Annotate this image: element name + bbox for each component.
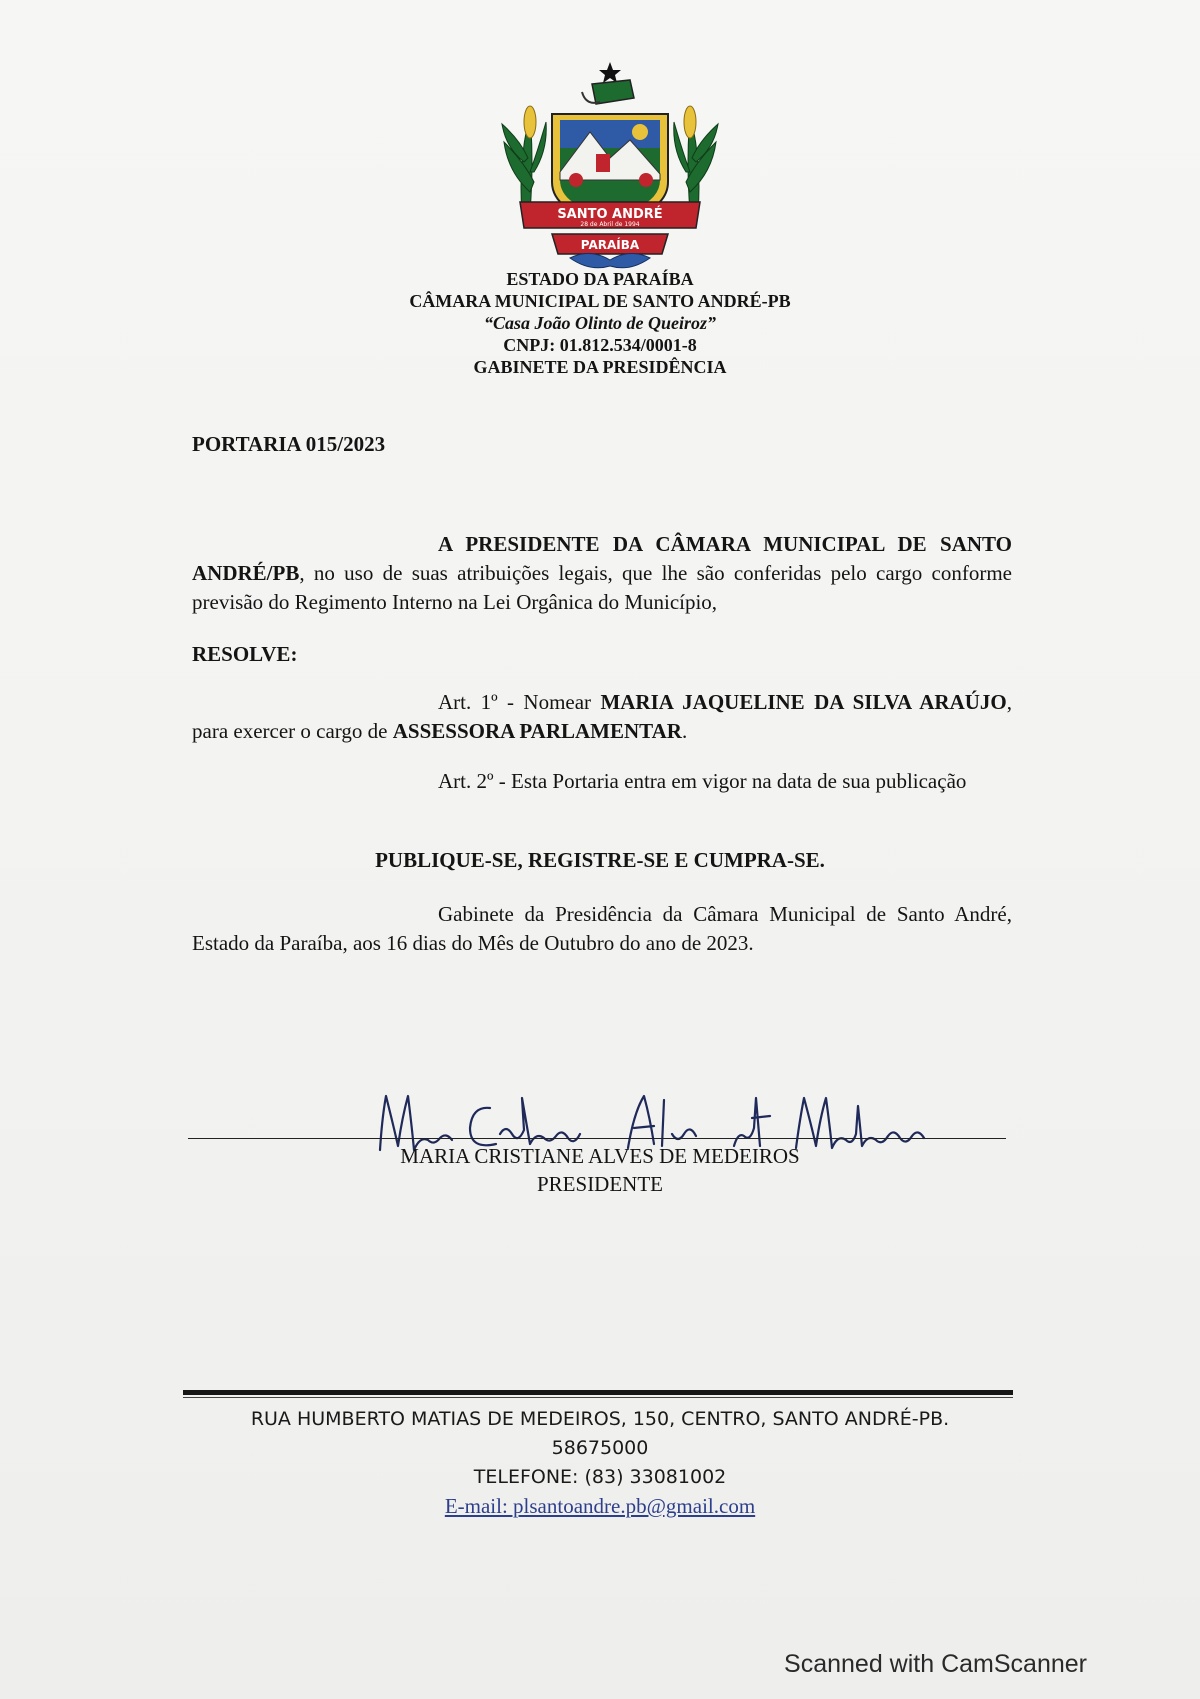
footer-email-link[interactable]: E-mail: plsantoandre.pb@gmail.com [444, 1494, 756, 1518]
article-2 [192, 767, 1012, 796]
footer-cep: 58675000 [551, 1437, 649, 1459]
article-1 [192, 688, 1012, 746]
closing-text: Gabinete da Presidência da Câmara Municipal de Santo André, Estado da Paraíba, aos 16 dias do Mês de Outubro do ano de 2023. [192, 902, 1012, 955]
article-1-prefix: Art. 1º - Nomear [438, 690, 601, 714]
resolve-heading: RESOLVE: [192, 642, 298, 666]
header-cnpj: CNPJ: 01.812.534/0001-8 [503, 335, 697, 355]
header-state: ESTADO DA PARAÍBA [506, 269, 694, 289]
preamble-paragraph [192, 530, 1012, 617]
article-1-end: . [681, 719, 688, 743]
appointee-name: MARIA JAQUELINE DA SILVA ARAÚJO [600, 690, 1007, 714]
footer-rule-thin [183, 1397, 1013, 1398]
article-2-text: Art. 2º - Esta Portaria entra em vigor na data de sua publicação [438, 769, 967, 793]
svg-text:PARAÍBA: PARAÍBA [580, 238, 640, 252]
coat-of-arms [500, 62, 720, 272]
publique-statement: PUBLIQUE-SE, REGISTRE-SE E CUMPRA-SE. [375, 848, 825, 872]
svg-text:SANTO ANDRÉ: SANTO ANDRÉ [557, 207, 663, 222]
svg-text:28 de Abril de 1994: 28 de Abril de 1994 [580, 221, 640, 228]
camscanner-watermark: Scanned with CamScanner [784, 1650, 1087, 1678]
signer-name: MARIA CRISTIANE ALVES DE MEDEIROS [400, 1144, 800, 1168]
appointee-role: ASSESSORA PARLAMENTAR [392, 719, 682, 743]
footer-contact [0, 1405, 1200, 1521]
document-header [0, 268, 1200, 378]
coat-of-arms-icon [500, 62, 720, 272]
article-1-middle: , para exercer o cargo de [192, 690, 1012, 743]
preamble-bold-lead: A PRESIDENTE DA CÂMARA MUNICIPAL DE SANTO ANDRÉ/PB [192, 532, 1012, 585]
closing-paragraph [192, 900, 1012, 958]
portaria-title: PORTARIA 015/2023 [192, 432, 386, 456]
preamble-text: , no uso de suas atribuições legais, que lhe são conferidas pelo cargo conforme previsão do Regimento Interno na Lei Orgânica do Município, [192, 561, 1012, 614]
header-office: GABINETE DA PRESIDÊNCIA [473, 357, 727, 377]
signer-block [0, 1142, 1200, 1198]
footer-address: RUA HUMBERTO MATIAS DE MEDEIROS, 150, CENTRO, SANTO ANDRÉ-PB. [250, 1408, 950, 1430]
footer-rule [183, 1390, 1013, 1395]
header-house-name: “Casa João Olinto de Queiroz” [483, 313, 717, 333]
signer-role: PRESIDENTE [537, 1172, 663, 1196]
signature-line [188, 1138, 1006, 1139]
footer-phone: TELEFONE: (83) 33081002 [473, 1466, 727, 1488]
header-chamber: CÂMARA MUNICIPAL DE SANTO ANDRÉ-PB [409, 291, 791, 311]
